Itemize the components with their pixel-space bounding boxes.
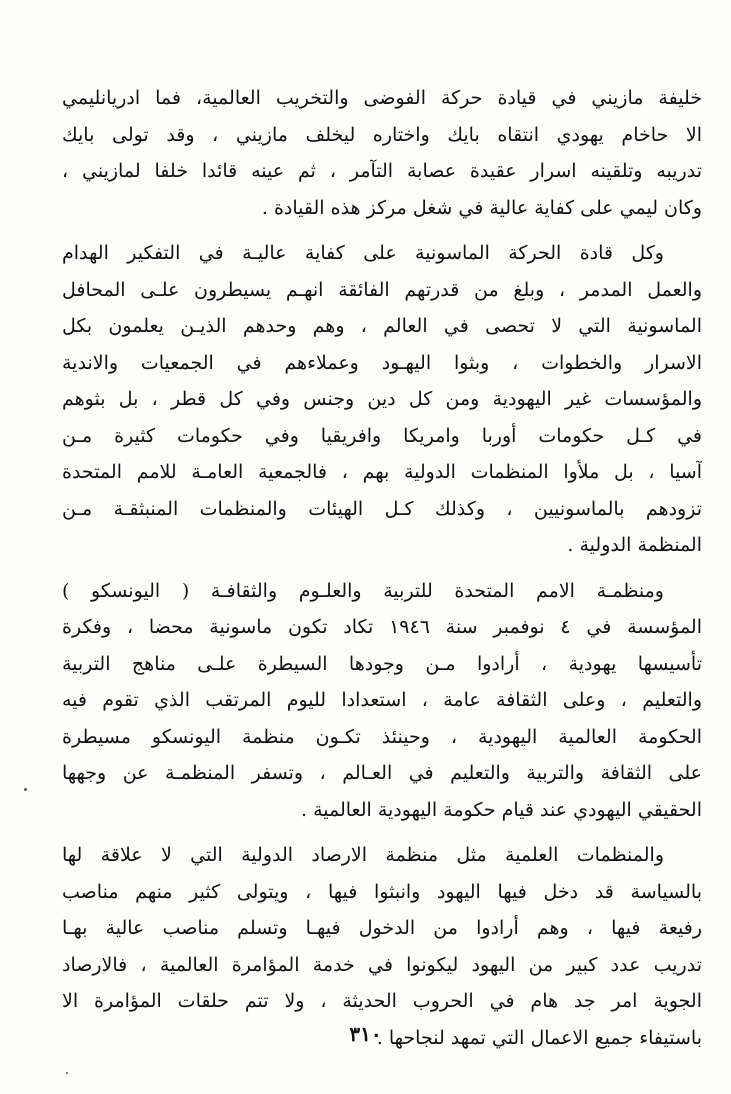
paragraph-3	[62, 573, 702, 829]
text-line: والمنظمات العلمية مثل منظمة الارصاد الدولية التي لا علاقة لها	[62, 844, 664, 866]
paragraph-2	[62, 235, 702, 564]
text-line: آسيا ، بل ملأوا المنظمات الدولية بهم ، فالجمعية العامـة للامم المتحدة	[62, 461, 702, 483]
text-line: الجوية امر جد هام في الحروب الحديثة ، ولا تتم حلقات المؤامرة الا	[62, 990, 702, 1012]
text-line: وكان ليمي على كفاية عالية في شغل مركز هذه القيادة .	[261, 196, 702, 219]
text-line: تأسيسها يهودية ، أرادوا مـن وجودها السيطرة علـى مناهج التربية	[62, 652, 702, 675]
text-line: الاسرار والخطوات ، وبثوا اليهـود وعملاءهم في الجمعيات والاندية	[62, 351, 702, 374]
page-number: ٣١٠	[349, 1022, 382, 1046]
paragraph-1	[62, 80, 702, 226]
text-line: الحقيقي اليهودي عند قيام حكومة اليهودية العالمية .	[300, 798, 702, 821]
text-line: والتعليم ، وعلى الثقافة عامة ، استعدادا لليوم المرتقب الذي تقوم فيه	[62, 689, 702, 711]
text-line: الا حاخام يهودي انتقاه بايك واختاره ليخلف مازيني ، وقد تولى بايك	[62, 123, 702, 146]
text-line: وكل قادة الحركة الماسونية على كفاية عاليـة في التفكير الهدام	[62, 242, 664, 264]
text-line: تدريب عدد كبير من اليهود ليكونوا في خدمة المؤامرة العالمية ، فالارصاد	[62, 953, 702, 976]
text-line: على الثقافة والتربية والتعليم في العـالم ، وتسفر المنظمـة عن وجهها	[62, 762, 702, 784]
text-line: بالسياسة قد دخل فيها اليهود وانبثوا فيها ، ويتولى كثير منهم مناصب	[62, 880, 702, 903]
paragraph-spacer	[62, 226, 702, 235]
text-line: في كـل حكومات أوربا وامريكا وافريقيا وفي حكومات كثيرة مـن	[62, 424, 702, 447]
paragraph-spacer	[62, 828, 702, 837]
text-line: ومنظمـة الامم المتحدة للتربية والعلـوم والثقافـة ( اليونسكو )	[62, 579, 664, 602]
text-line: المؤسسة في ٤ نوفمبر سنة ١٩٤٦ تكاد تكون ماسونية محضا ، وفكرة	[62, 616, 702, 638]
text-line: خليفة مازيني في قيادة حركة الفوضى والتخريب العالمية، فما ادريانليمي	[62, 87, 702, 109]
text-line: تزودهم بالماسونيين ، وكذلك كـل الهيئات والمنظمات المنبثقـة مـن	[62, 497, 702, 520]
text-line: باستيفاء جميع الاعمال التي تمهد لنجاحها .	[376, 1026, 702, 1049]
body-text	[62, 80, 702, 1056]
text-line: والعمل المدمر ، وبلغ من قدرتهم الفائقة انهـم يسيطرون علـى المحافل	[62, 278, 702, 301]
scan-speck	[66, 1072, 68, 1074]
text-line: والمؤسسات غير اليهودية ومن كل دين وجنس وفي كل قطر ، بل بثوهم	[62, 388, 702, 410]
scan-speck	[24, 788, 27, 791]
text-line: الماسونية التي لا تحصى في العالم ، وهم وحدهم الذيـن يعلمون بكل	[62, 315, 702, 337]
paragraph-spacer	[62, 564, 702, 573]
text-line: رفيعة فيها ، وهم أرادوا من الدخول فيهـا وتسلم مناصب عالية بهـا	[62, 917, 702, 939]
text-line: تدريبه وتلقينه اسرار عقيدة عصابة التآمر ، ثم عينه قائدا خلفا لمازيني ،	[62, 160, 702, 182]
text-line: المنظمة الدولية .	[567, 534, 702, 556]
text-line: الحكومة العالمية اليهودية ، وحينئذ تكـون منظمة اليونسكو مسيطرة	[62, 725, 702, 748]
